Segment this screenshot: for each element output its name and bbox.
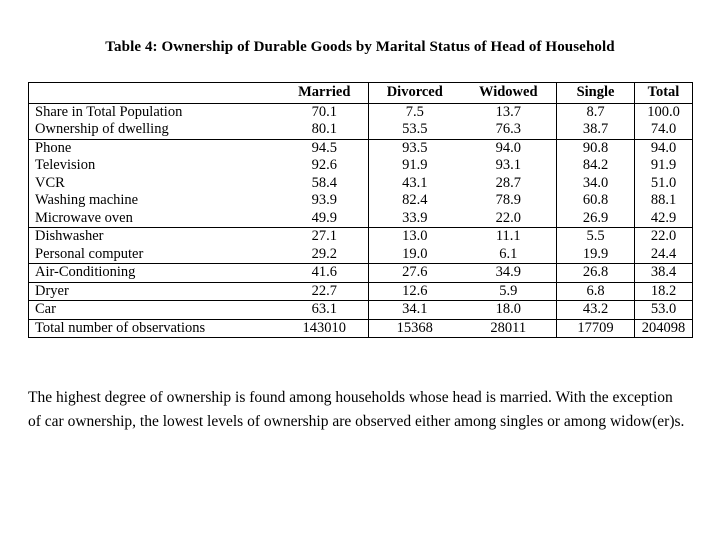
table-header (29, 83, 693, 104)
cell-married: 27.1 (281, 228, 369, 246)
table-row (29, 157, 693, 175)
cell-total: 53.0 (635, 301, 693, 320)
cell-widowed: 78.9 (461, 192, 557, 210)
cell-married: 63.1 (281, 301, 369, 320)
cell-divorced: 82.4 (402, 192, 428, 208)
column-header-label (29, 83, 281, 104)
cell-divorced: 93.5 (402, 139, 428, 156)
cell-divorced: 27.6 (369, 264, 461, 283)
cell-married: 22.7 (281, 282, 369, 301)
column-header-widowed: Widowed (461, 83, 557, 104)
row-label: Car (29, 301, 281, 320)
cell-single: 19.9 (557, 246, 635, 264)
cell-divorced: 34.1 (369, 301, 461, 320)
cell-total: 42.9 (635, 210, 693, 228)
cell-married: 29.2 (281, 246, 369, 264)
cell-single: 6.8 (557, 282, 635, 301)
cell-married: 143010 (281, 319, 369, 338)
row-label: Dryer (29, 282, 281, 301)
cell-single: 38.7 (557, 121, 635, 139)
cell-total: 18.2 (635, 282, 693, 301)
cell-widowed: 28.7 (461, 175, 557, 193)
row-label: Dishwasher (35, 228, 104, 244)
cell-divorced: 91.9 (402, 157, 428, 173)
durable-goods-table-container (28, 82, 692, 338)
cell-single: 5.5 (557, 228, 635, 246)
table-row (29, 103, 693, 121)
cell-divorced: 7.5 (405, 103, 424, 120)
cell-total: 100.0 (647, 103, 680, 120)
cell-total: 22.0 (650, 228, 677, 244)
cell-divorced: 15368 (396, 319, 433, 336)
cell-total: 94.0 (650, 139, 677, 156)
row-label: Share in Total Population (35, 103, 183, 120)
table-row (29, 139, 693, 157)
table-row (29, 228, 693, 246)
row-label: Washing machine (35, 192, 139, 208)
cell-married: 80.1 (281, 121, 369, 139)
cell-single: 90.8 (557, 139, 635, 157)
cell-divorced: 13.0 (402, 228, 428, 244)
column-header-married: Married (281, 83, 369, 104)
table-row (29, 301, 693, 320)
table-row (29, 319, 693, 338)
column-header-total: Total (647, 84, 680, 100)
row-label: VCR (35, 174, 65, 191)
table-row (29, 282, 693, 301)
cell-divorced: 12.6 (369, 282, 461, 301)
cell-total: 74.0 (635, 121, 693, 139)
cell-single: 17709 (557, 319, 635, 338)
cell-widowed: 18.0 (461, 301, 557, 320)
cell-widowed: 94.0 (461, 139, 557, 157)
cell-married: 58.4 (281, 175, 369, 193)
cell-married: 93.9 (281, 192, 369, 210)
table-row (29, 121, 693, 139)
cell-single: 26.9 (557, 210, 635, 228)
cell-widowed: 28011 (461, 319, 557, 338)
row-label: Microwave oven (29, 210, 281, 228)
table-row (29, 264, 693, 283)
durable-goods-table (28, 82, 693, 338)
cell-single: 84.2 (557, 157, 635, 175)
cell-single: 43.2 (557, 301, 635, 320)
cell-single: 26.8 (557, 264, 635, 283)
cell-widowed: 13.7 (461, 103, 557, 121)
cell-widowed: 76.3 (461, 121, 557, 139)
table-row (29, 210, 693, 228)
cell-total: 88.1 (650, 192, 677, 208)
table-body (29, 103, 693, 338)
cell-single: 8.7 (557, 103, 635, 121)
body-paragraph: The highest degree of ownership is found among households whose head is married. With the exception of car ownership, the lowest levels of ownership are observed either among singles or among widow(er)s. (28, 389, 685, 430)
cell-total: 24.4 (635, 246, 693, 264)
table-row (29, 192, 693, 210)
table-row (29, 175, 693, 193)
column-header-single: Single (557, 83, 635, 104)
cell-widowed: 22.0 (461, 210, 557, 228)
row-label: Ownership of dwelling (29, 121, 281, 139)
cell-single: 34.0 (557, 175, 635, 193)
cell-widowed: 6.1 (461, 246, 557, 264)
cell-married: 92.6 (281, 157, 369, 175)
cell-total: 91.9 (650, 157, 677, 173)
cell-divorced: 19.0 (369, 246, 461, 264)
cell-widowed: 34.9 (461, 264, 557, 283)
cell-married: 49.9 (281, 210, 369, 228)
cell-widowed: 11.1 (461, 228, 557, 246)
row-label: Television (35, 157, 96, 173)
cell-divorced: 43.1 (402, 174, 428, 191)
row-label: Personal computer (29, 246, 281, 264)
cell-divorced: 53.5 (369, 121, 461, 139)
table-row (29, 246, 693, 264)
cell-total: 38.4 (635, 264, 693, 283)
column-header-divorced: Divorced (386, 84, 443, 100)
cell-single: 60.8 (557, 192, 635, 210)
cell-widowed: 93.1 (461, 157, 557, 175)
cell-total: 51.0 (650, 174, 677, 191)
cell-divorced: 33.9 (369, 210, 461, 228)
cell-married: 41.6 (281, 264, 369, 283)
cell-total: 204098 (641, 319, 686, 336)
cell-married: 94.5 (281, 139, 369, 157)
table-header-row (29, 83, 693, 104)
row-label: Total number of observations (35, 319, 206, 336)
cell-widowed: 5.9 (461, 282, 557, 301)
row-label: Air-Conditioning (29, 264, 281, 283)
table-title: Table 4: Ownership of Durable Goods by Marital Status of Head of Household (105, 39, 615, 55)
cell-married: 70.1 (281, 103, 369, 121)
row-label: Phone (35, 139, 72, 156)
